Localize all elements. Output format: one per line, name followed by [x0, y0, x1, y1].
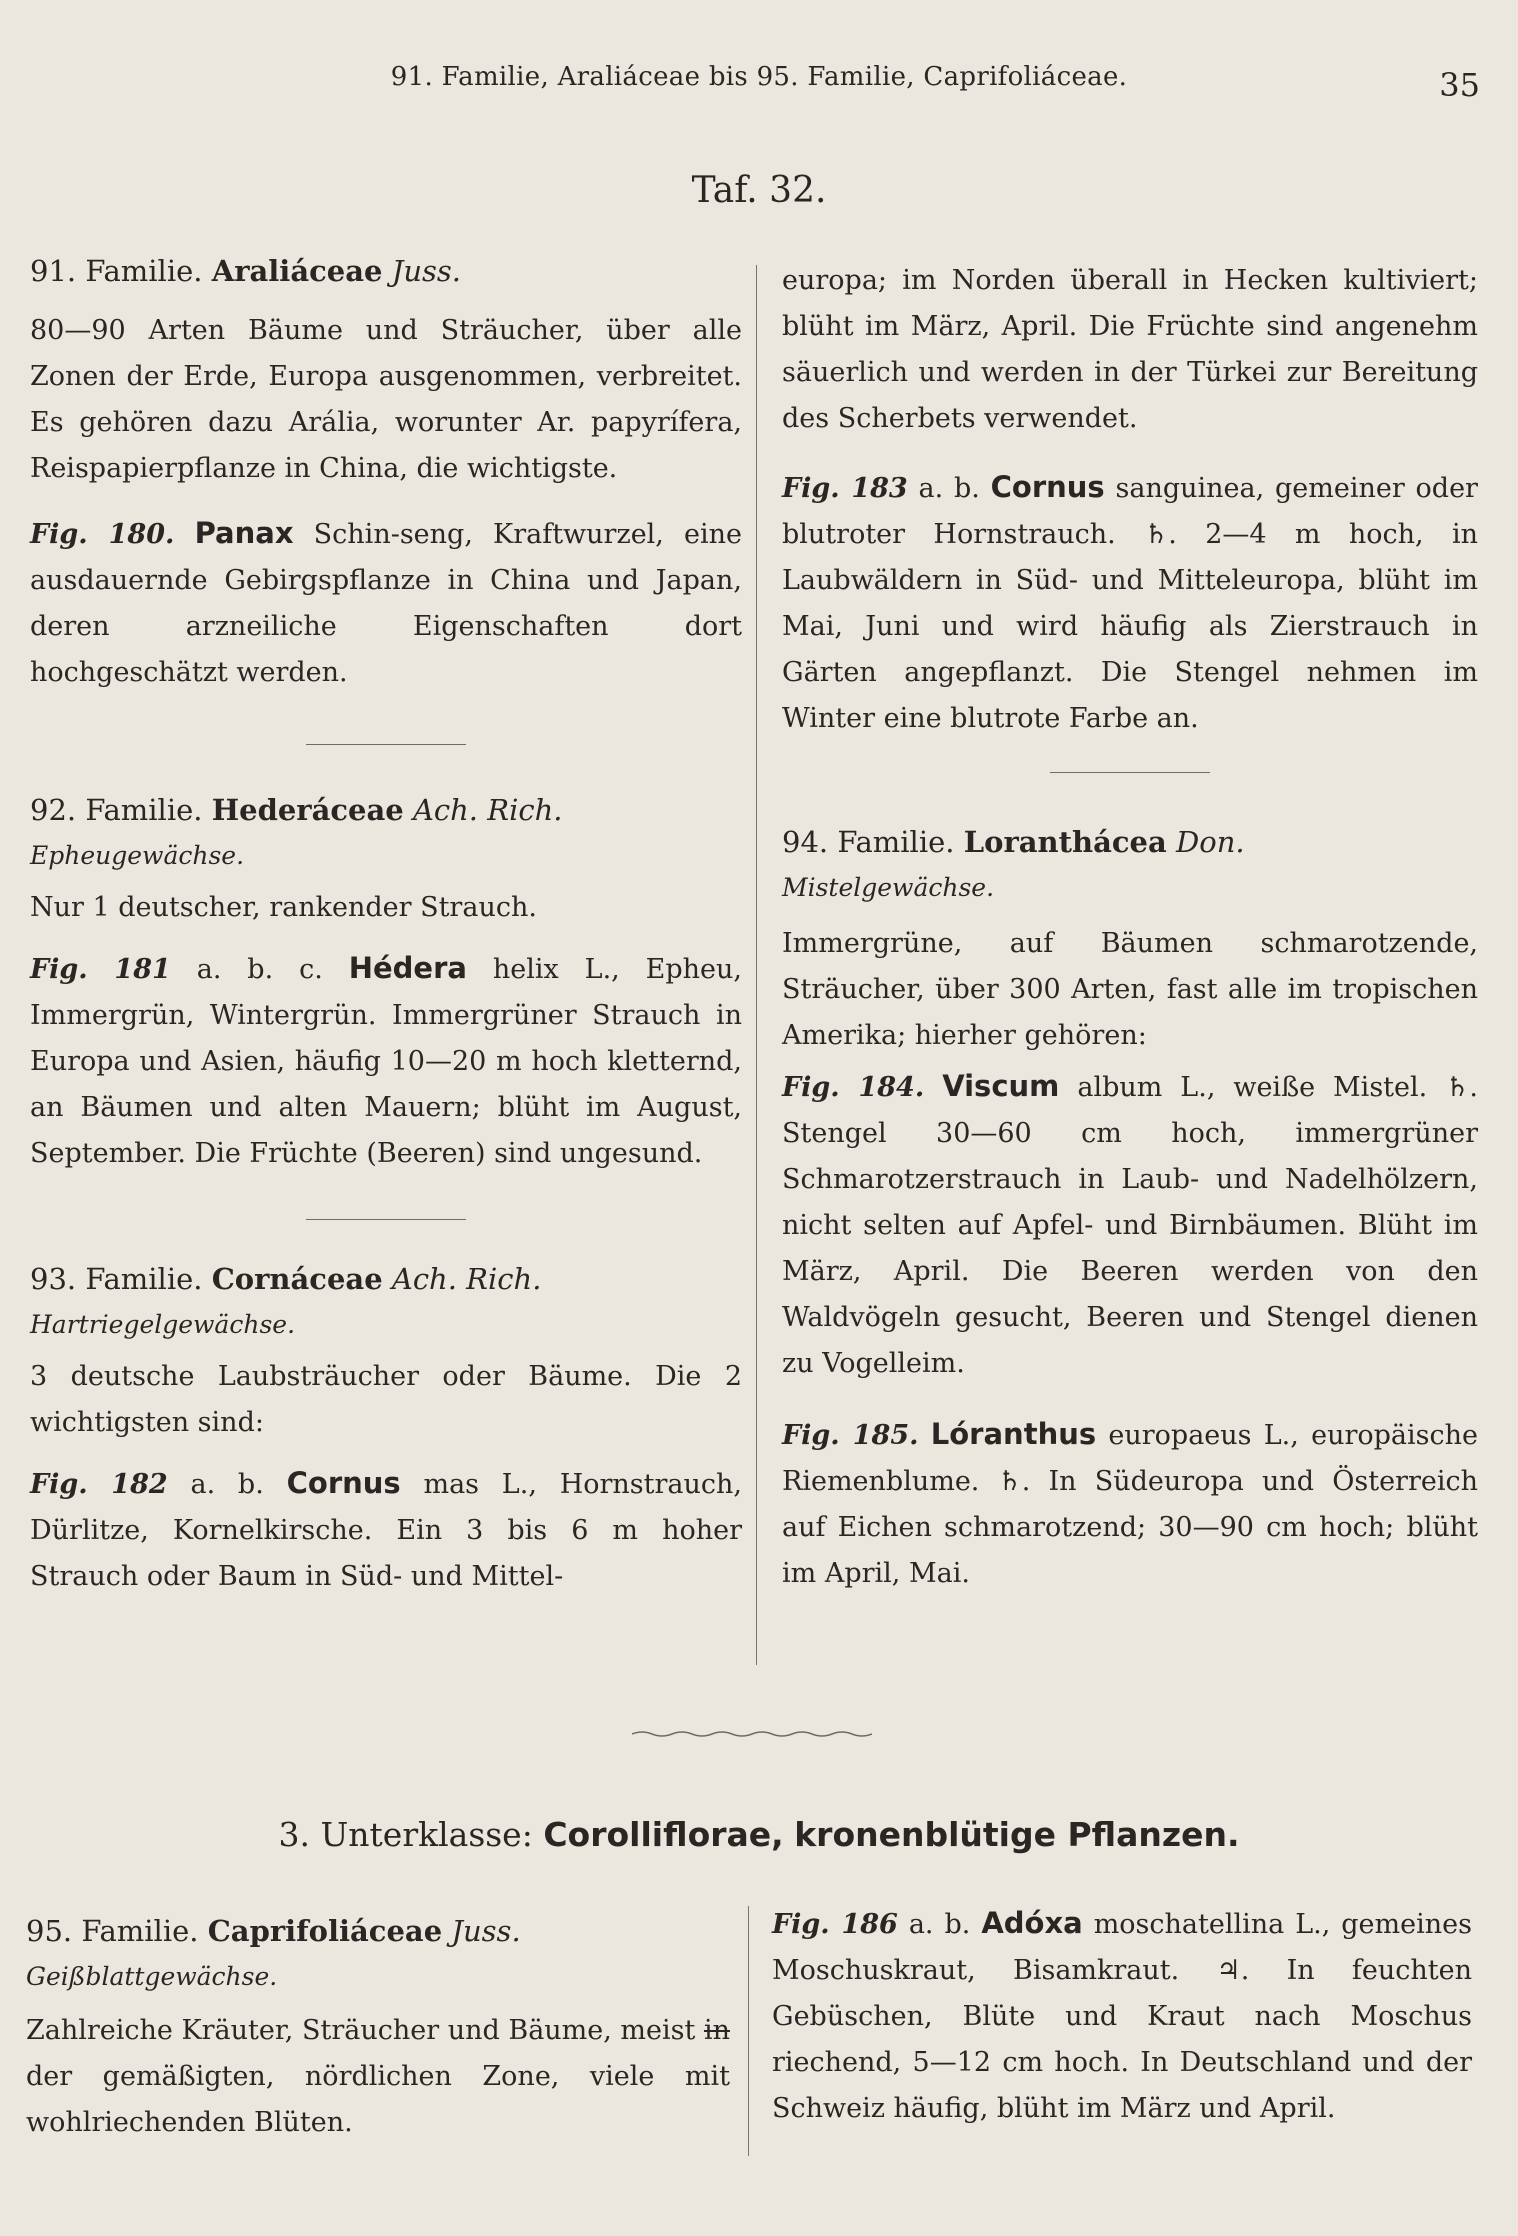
- figure-label: Fig. 184.: [782, 1072, 925, 1103]
- family-name: Araliáceae: [211, 254, 383, 288]
- figure-entry-181: [30, 945, 742, 1177]
- family-name: Loranthácea: [963, 825, 1167, 859]
- figure-subparts: a. b.: [918, 473, 980, 504]
- figure-text: album L., weiße Mistel. ♄. Stengel 30—60 cm hoch, immergrüner Schmarotzerstrauch in Laub- und Nadelhölzern, nicht selten auf Apfel- und Birnbäumen. Blüht im März, April. Die Beeren werden von den Waldvögeln gesucht, Beeren und Stengel dienen zu Vogelleim.: [782, 1072, 1478, 1379]
- figure-text: mas L., Hornstrauch, Dürlitze, Kornelkirsche. Ein 3 bis 6 m hoher Strauch oder Baum in Süd- und Mittel-: [30, 1469, 742, 1592]
- figure-label: Fig. 185.: [782, 1420, 919, 1451]
- family-common-name: Hartriegelgewächse.: [30, 1310, 296, 1339]
- family-number: 93. Familie.: [30, 1262, 203, 1296]
- figure-label: Fig. 182: [30, 1469, 168, 1500]
- figure-label: Fig. 183: [782, 473, 908, 504]
- genus-name: Panax: [194, 516, 294, 550]
- figure-label: Fig. 181: [30, 954, 171, 985]
- lower-right-column: [772, 1900, 1472, 2132]
- figure-label: Fig. 186: [772, 1909, 898, 1940]
- genus-name: Viscum: [942, 1069, 1060, 1103]
- family-name: Caprifoliáceae: [207, 1914, 443, 1948]
- struck-word: in: [703, 2015, 730, 2046]
- figure-entry-180: [30, 510, 742, 696]
- family-author: Ach. Rich.: [391, 1262, 542, 1296]
- figure-subparts: a. b.: [190, 1469, 264, 1500]
- family-author: Juss.: [451, 1914, 521, 1948]
- family-heading-93: [30, 1256, 742, 1302]
- left-column: [30, 248, 742, 1600]
- family-number: 95. Familie.: [26, 1914, 199, 1948]
- family-text-92: Nur 1 deutscher, rankender Strauch.: [30, 892, 537, 923]
- family-common-name: Geißblattgewächse.: [26, 1962, 278, 1991]
- page-number: 35: [1439, 66, 1480, 104]
- family-author: Juss.: [391, 254, 461, 288]
- family-number: 91. Familie.: [30, 254, 203, 288]
- family-name: Hederáceae: [211, 793, 404, 827]
- column-divider-lower: [748, 1906, 749, 2156]
- subclass-common-name: kronenblütige Pflanzen.: [794, 1815, 1240, 1854]
- figure-entry-184: [782, 1063, 1478, 1387]
- family-author: Don.: [1176, 825, 1245, 859]
- family-text-93: 3 deutsche Laubsträucher oder Bäume. Die 2 wichtigsten sind:: [30, 1361, 742, 1438]
- figure-entry-183: [782, 464, 1478, 742]
- genus-name: Cornus: [286, 1466, 401, 1500]
- subclass-heading: [0, 1815, 1518, 1854]
- family-text-94: Immergrüne, auf Bäumen schmarotzende, Sträucher, über 300 Arten, fast alle im tropischen Amerika; hierher gehören:: [782, 928, 1478, 1051]
- figure-text: Schin-seng, Kraftwurzel, eine ausdauernde Gebirgspflanze in China und Japan, deren arzneiliche Eigenschaften dort hochgeschätzt werden.: [30, 519, 742, 688]
- genus-name: Adóxa: [981, 1906, 1083, 1940]
- family-text-part: der gemäßigten, nördlichen Zone, viele mit wohlriechenden Blüten.: [26, 2061, 730, 2138]
- figure-text: europaeus L., europäische Riemenblume. ♄. In Südeuropa und Österreich auf Eichen schmarotzend; 30—90 cm hoch; blüht im April, Mai.: [782, 1420, 1478, 1589]
- running-title: 91. Familie, Araliáceae bis 95. Familie, Caprifoliáceae.: [390, 62, 1128, 92]
- continued-text: europa; im Norden überall in Hecken kultiviert; blüht im März, April. Die Früchte sind angenehm säuerlich und werden in der Türkei zur Bereitung des Scherbets verwendet.: [782, 265, 1478, 434]
- family-heading-94: [782, 819, 1478, 865]
- figure-text: helix L., Epheu, Immergrün, Wintergrün. Immergrüner Strauch in Europa und Asien, häufig 10—20 m hoch kletternd, an Bäumen und alten Mauern; blüht im August, September. Die Früchte (Beeren) sind ungesund.: [30, 954, 743, 1169]
- family-heading-95: [26, 1908, 730, 1954]
- family-text-part: Zahlreiche Kräuter, Sträucher und Bäume, meist: [26, 2015, 696, 2046]
- genus-name: Lóranthus: [930, 1417, 1097, 1451]
- figure-entry-186: [772, 1900, 1472, 2132]
- family-common-name: Epheugewächse.: [30, 841, 245, 870]
- family-heading-92: [30, 787, 742, 833]
- figure-subparts: a. b. c.: [196, 954, 323, 985]
- figure-subparts: a. b.: [908, 1909, 971, 1940]
- genus-name: Cornus: [990, 470, 1105, 504]
- family-heading-91: [30, 248, 742, 294]
- figure-text: sanguinea, gemeiner oder blutroter Hornstrauch. ♄. 2—4 m hoch, in Laubwäldern in Süd- und Mitteleuropa, blüht im Mai, Juni und wird häufig als Zierstrauch in Gärten angepflanzt. Die Stengel nehmen im Winter eine blutrote Farbe an.: [782, 473, 1478, 734]
- lower-left-column: [26, 1908, 730, 2146]
- subclass-number: 3. Unterklasse:: [278, 1815, 533, 1854]
- figure-entry-185: [782, 1411, 1478, 1597]
- figure-entry-182: [30, 1460, 742, 1600]
- figure-text: moschatellina L., gemeines Moschuskraut, Bisamkraut. ♃. In feuchten Gebüschen, Blüte und Kraut nach Moschus riechend, 5—12 cm hoch. In Deutschland und der Schweiz häufig, blüht im März und April.: [772, 1909, 1472, 2124]
- right-column: [782, 258, 1478, 1597]
- figure-label: Fig. 180.: [30, 519, 175, 550]
- column-divider: [756, 265, 757, 1665]
- family-author: Ach. Rich.: [412, 793, 563, 827]
- family-text-95: [26, 2008, 730, 2146]
- genus-name: Hédera: [348, 951, 467, 985]
- family-common-name: Mistelgewächse.: [782, 873, 995, 902]
- family-number: 92. Familie.: [30, 793, 203, 827]
- subclass-name: Corolliflorae,: [543, 1815, 784, 1854]
- family-text-91: 80—90 Arten Bäume und Sträucher, über alle Zonen der Erde, Europa ausgenommen, verbreitet. Es gehören dazu Arália, worunter Ar. papyrífera, Reispapierpflanze in China, die wichtigste.: [30, 315, 742, 484]
- family-number: 94. Familie.: [782, 825, 955, 859]
- family-name: Cornáceae: [211, 1262, 383, 1296]
- ornamental-divider: [632, 1728, 872, 1740]
- plate-heading: Taf. 32.: [691, 170, 827, 211]
